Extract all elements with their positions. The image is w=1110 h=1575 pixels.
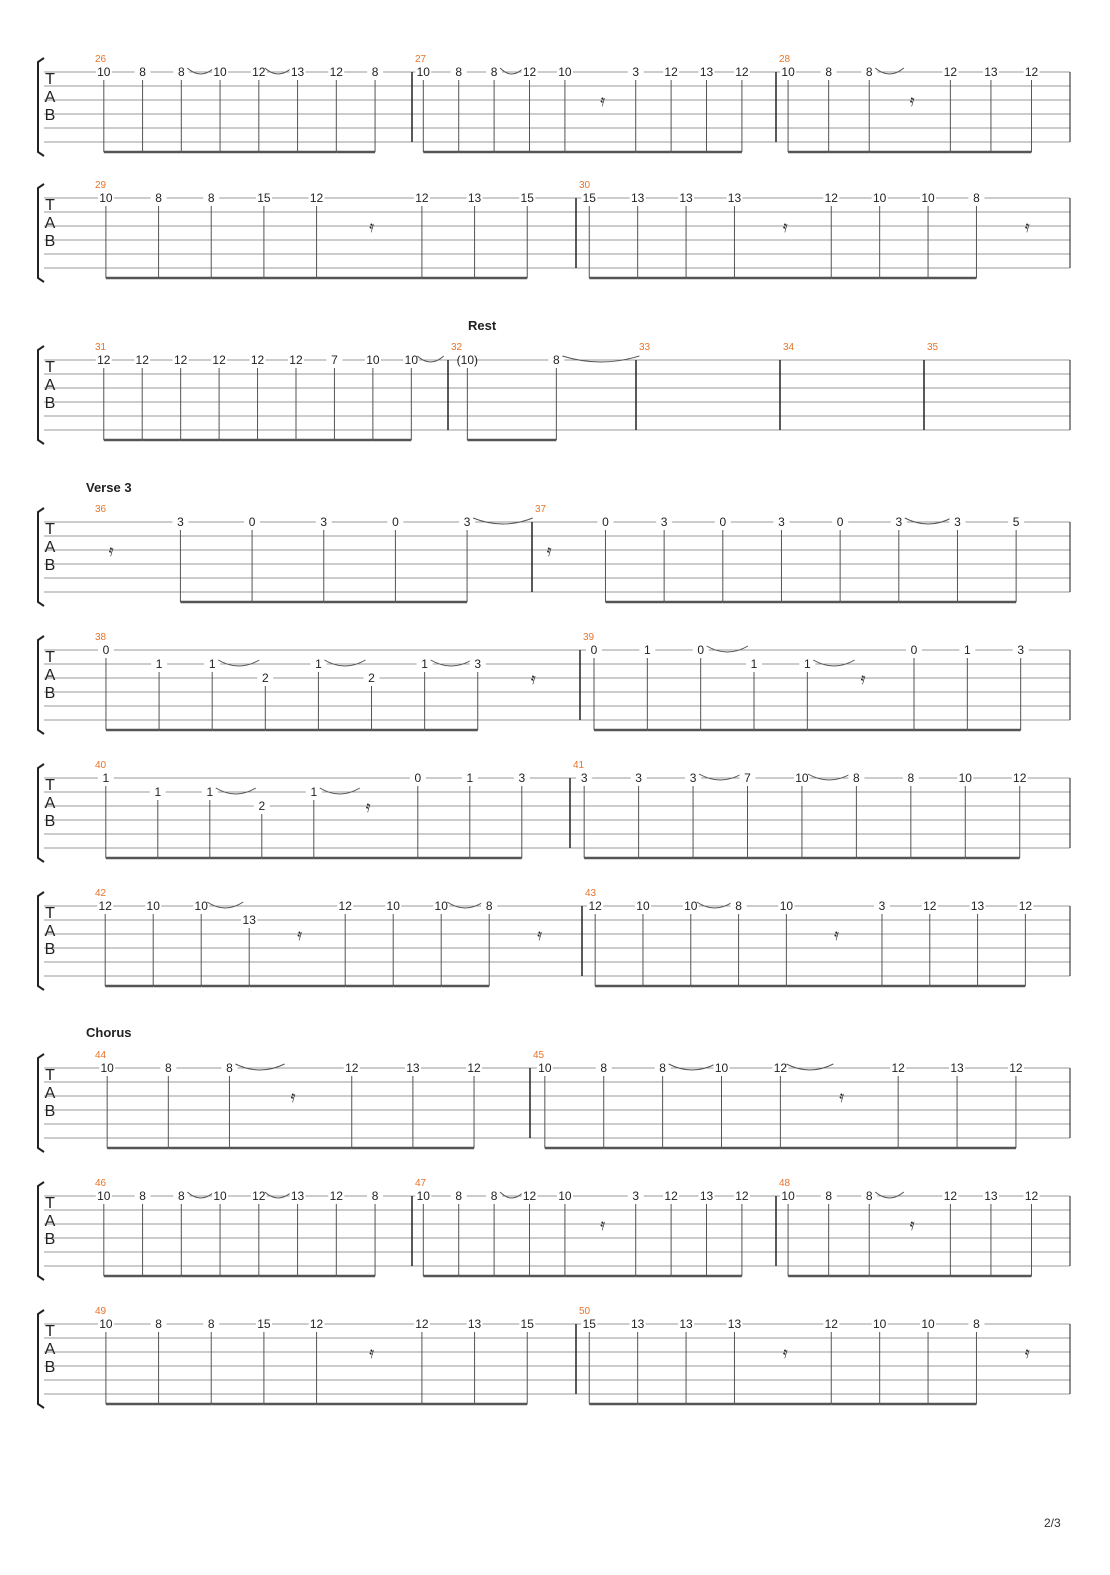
fret-number: 12 [309, 191, 324, 205]
section-label: Chorus [86, 1025, 132, 1040]
fret-number: 13 [630, 1317, 645, 1331]
fret-number: 7 [331, 353, 338, 367]
fret-number: 10 [779, 899, 794, 913]
tie-arc [431, 660, 472, 666]
fret-number: 12 [588, 899, 602, 913]
system-bracket [38, 1182, 44, 1280]
fret-number: 13 [290, 65, 305, 79]
measure-number: 41 [573, 760, 585, 771]
measure-number: 48 [779, 1178, 791, 1189]
fret-number: 12 [664, 1189, 678, 1203]
measure-number: 46 [95, 1178, 107, 1189]
fret-number: 8 [455, 1189, 463, 1203]
fret-number: 13 [727, 191, 742, 205]
tab-letter: B [44, 1359, 56, 1376]
fret-number: 12 [252, 1189, 266, 1203]
fret-number: 13 [679, 191, 693, 205]
tab-letter: T [45, 649, 55, 666]
fret-number: 0 [392, 515, 399, 529]
fret-number: 3 [878, 899, 886, 913]
measure-number: 29 [95, 180, 107, 191]
rest-symbol: 𝄿 [1024, 219, 1030, 236]
fret-number: 3 [474, 657, 482, 671]
tab-letter: T [45, 1195, 55, 1212]
fret-number: 15 [257, 1317, 271, 1331]
measure-number: 45 [533, 1050, 545, 1061]
measure-number: 26 [95, 54, 107, 65]
fret-number: 8 [371, 1189, 379, 1203]
fret-number: 8 [490, 1189, 498, 1203]
fret-number: 12 [735, 65, 749, 79]
fret-number: 13 [699, 1189, 714, 1203]
fret-number: 13 [984, 65, 998, 79]
rest-symbol: 𝄿 [546, 543, 552, 560]
tie-arc [473, 518, 533, 524]
fret-number: 8 [177, 1189, 185, 1203]
fret-number: 3 [778, 515, 785, 529]
tab-letter: T [45, 905, 55, 922]
fret-number: 15 [520, 191, 534, 205]
fret-number: 13 [406, 1061, 420, 1075]
fret-number: 8 [177, 65, 185, 79]
fret-number: 8 [553, 353, 560, 367]
fret-number: 10 [781, 1189, 795, 1203]
fret-number: 10 [100, 1061, 114, 1075]
fret-number: 8 [600, 1061, 608, 1075]
fret-number: 8 [825, 65, 833, 79]
tie-arc [707, 646, 748, 652]
rest-symbol: 𝄿 [369, 1345, 375, 1362]
tab-letter: B [44, 107, 56, 124]
fret-number: 13 [679, 1317, 693, 1331]
tie-arc [265, 1192, 292, 1198]
tie-arc [324, 660, 365, 666]
tie-arc [187, 1192, 214, 1198]
fret-number: 10 [636, 899, 650, 913]
fret-number: 0 [910, 643, 918, 657]
fret-number: 13 [699, 65, 714, 79]
system-bracket [38, 764, 44, 862]
fret-number: 0 [248, 515, 256, 529]
rest-symbol: 𝄿 [537, 927, 543, 944]
fret-number: 10 [558, 65, 572, 79]
measure-number: 35 [927, 342, 939, 353]
measure-number: 37 [535, 504, 547, 515]
system-bracket [38, 1054, 44, 1152]
fret-number: 13 [467, 191, 482, 205]
fret-number: 3 [954, 515, 961, 529]
rest-symbol: 𝄿 [108, 543, 114, 560]
fret-number: 10 [194, 899, 208, 913]
tab-letter: A [44, 215, 56, 232]
fret-number: 12 [309, 1317, 324, 1331]
fret-number: 8 [485, 899, 493, 913]
fret-number: 12 [173, 353, 188, 367]
fret-number: 0 [719, 515, 727, 529]
tab-system [38, 180, 1070, 282]
fret-number: 12 [522, 65, 537, 79]
fret-number: 10 [684, 899, 698, 913]
tab-letter: T [45, 71, 55, 88]
fret-number: 0 [697, 643, 705, 657]
tab-letter: A [44, 1213, 56, 1230]
fret-number: 13 [290, 1189, 305, 1203]
page-number: 2/3 [1044, 1516, 1061, 1530]
measure-number: 43 [585, 888, 597, 899]
fret-number: 1 [102, 771, 110, 785]
fret-number: 10 [872, 191, 887, 205]
fret-number: 1 [208, 657, 216, 671]
system-bracket [38, 184, 44, 282]
fret-number: 3 [580, 771, 588, 785]
fret-number: 8 [853, 771, 860, 785]
fret-number: 10 [416, 1189, 430, 1203]
tab-letter: T [45, 1067, 55, 1084]
fret-number: 1 [310, 785, 318, 799]
fret-number: 10 [404, 353, 419, 367]
fret-number: 12 [1009, 1061, 1023, 1075]
rest-symbol: 𝄿 [1024, 1345, 1030, 1362]
fret-number: 10 [538, 1061, 552, 1075]
rest-symbol: 𝄿 [909, 93, 915, 110]
fret-number: 10 [146, 899, 160, 913]
fret-number: 12 [467, 1061, 481, 1075]
tab-letter: A [44, 923, 56, 940]
measure-number: 31 [95, 342, 107, 353]
fret-number: 12 [289, 353, 303, 367]
fret-number: 8 [207, 191, 215, 205]
tie-arc [808, 774, 850, 780]
fret-number: 8 [455, 65, 463, 79]
fret-number: 8 [907, 771, 915, 785]
fret-number: 10 [99, 1317, 113, 1331]
tie-arc [447, 902, 483, 908]
fret-number: 12 [415, 1317, 429, 1331]
tab-system [38, 54, 1070, 156]
fret-number: 0 [602, 515, 609, 529]
fret-number: 13 [984, 1189, 998, 1203]
fret-number: 3 [632, 65, 640, 79]
tie-arc [697, 902, 733, 908]
tab-system [38, 1306, 1070, 1408]
fret-number: 10 [921, 191, 935, 205]
fret-number: 1 [154, 785, 162, 799]
fret-number: 10 [97, 65, 111, 79]
fret-number: 8 [155, 1317, 162, 1331]
tie-arc [905, 518, 952, 524]
fret-number: 12 [329, 1189, 343, 1203]
measure-number: 40 [95, 760, 107, 771]
tie-arc [417, 356, 443, 362]
tab-letter: T [45, 1323, 55, 1340]
tab-letter: A [44, 89, 56, 106]
fret-number: 3 [895, 515, 903, 529]
system-bracket [38, 636, 44, 734]
tie-arc [235, 1064, 284, 1070]
fret-number: 1 [466, 771, 474, 785]
rest-symbol: 𝄿 [782, 219, 788, 236]
fret-number: 10 [97, 1189, 111, 1203]
fret-number: 3 [632, 1189, 640, 1203]
fret-number: 12 [250, 353, 265, 367]
measure-number: 39 [583, 632, 595, 643]
tab-letter: B [44, 557, 56, 574]
fret-number: 12 [1013, 771, 1027, 785]
fret-number: 8 [139, 1189, 146, 1203]
tab-letter: T [45, 197, 55, 214]
fret-number: 3 [320, 515, 328, 529]
fret-number: 12 [735, 1189, 749, 1203]
fret-number: 12 [943, 1189, 958, 1203]
tie-arc [562, 356, 639, 362]
tab-letter: A [44, 1341, 56, 1358]
fret-number: 10 [99, 191, 113, 205]
fret-number: (10) [456, 353, 479, 367]
measure-number: 44 [95, 1050, 107, 1061]
fret-number: 10 [872, 1317, 887, 1331]
tie-arc [813, 660, 854, 666]
fret-number: 13 [970, 899, 985, 913]
measure-number: 38 [95, 632, 107, 643]
tab-system [38, 632, 1070, 734]
tie-arc [265, 68, 292, 74]
tie-arc [218, 660, 259, 666]
fret-number: 8 [865, 65, 873, 79]
tab-letter: B [44, 1231, 56, 1248]
fret-number: 1 [963, 643, 971, 657]
tie-arc [669, 1064, 716, 1070]
fret-number: 3 [177, 515, 184, 529]
system-bracket [38, 58, 44, 156]
fret-number: 8 [735, 899, 742, 913]
fret-number: 12 [415, 191, 429, 205]
fret-number: 3 [689, 771, 697, 785]
tie-arc [320, 788, 360, 794]
tie-arc [875, 1192, 904, 1198]
fret-number: 0 [590, 643, 598, 657]
fret-number: 8 [825, 1189, 833, 1203]
tab-system [38, 318, 1070, 444]
measure-number: 28 [779, 54, 791, 65]
measure-number: 50 [579, 1306, 591, 1317]
system-bracket [38, 892, 44, 990]
fret-number: 3 [635, 771, 642, 785]
tab-letter: B [44, 395, 56, 412]
section-label: Rest [468, 318, 497, 333]
fret-number: 10 [213, 65, 227, 79]
fret-number: 12 [345, 1061, 359, 1075]
fret-number: 15 [582, 1317, 596, 1331]
fret-number: 12 [98, 899, 112, 913]
rest-symbol: 𝄿 [365, 799, 371, 816]
fret-number: 12 [252, 65, 266, 79]
tab-letter: A [44, 667, 56, 684]
system-bracket [38, 346, 44, 444]
fret-number: 10 [213, 1189, 227, 1203]
fret-number: 8 [226, 1061, 233, 1075]
tie-arc [500, 1192, 523, 1198]
measure-number: 34 [783, 342, 795, 353]
fret-number: 0 [836, 515, 844, 529]
rest-symbol: 𝄿 [839, 1089, 845, 1106]
fret-number: 12 [923, 899, 937, 913]
fret-number: 12 [338, 899, 352, 913]
fret-number: 12 [1018, 899, 1033, 913]
fret-number: 8 [371, 65, 379, 79]
fret-number: 8 [164, 1061, 172, 1075]
measure-number: 30 [579, 180, 591, 191]
fret-number: 15 [257, 191, 271, 205]
tie-arc [216, 788, 256, 794]
measure-number: 42 [95, 888, 107, 899]
fret-number: 10 [366, 353, 380, 367]
tie-arc [875, 68, 904, 74]
fret-number: 10 [386, 899, 400, 913]
fret-number: 1 [643, 643, 651, 657]
fret-number: 8 [973, 1317, 980, 1331]
rest-symbol: 𝄿 [369, 219, 375, 236]
tie-arc [500, 68, 523, 74]
fret-number: 10 [921, 1317, 935, 1331]
fret-number: 12 [824, 1317, 838, 1331]
tab-letter: B [44, 813, 56, 830]
tab-letter: T [45, 359, 55, 376]
fret-number: 10 [781, 65, 795, 79]
fret-number: 10 [714, 1061, 729, 1075]
fret-number: 3 [660, 515, 668, 529]
fret-number: 1 [206, 785, 214, 799]
tie-arc [207, 902, 243, 908]
tab-letter: B [44, 233, 56, 250]
fret-number: 3 [518, 771, 526, 785]
fret-number: 15 [582, 191, 596, 205]
fret-number: 3 [463, 515, 471, 529]
fret-number: 12 [891, 1061, 905, 1075]
fret-number: 12 [773, 1061, 788, 1075]
measure-number: 49 [95, 1306, 107, 1317]
fret-number: 10 [795, 771, 809, 785]
rest-symbol: 𝄿 [530, 671, 536, 688]
tab-letter: B [44, 941, 56, 958]
tie-arc [699, 774, 741, 780]
fret-number: 8 [973, 191, 980, 205]
fret-number: 2 [368, 671, 375, 685]
tie-arc [786, 1064, 833, 1070]
rest-symbol: 𝄿 [290, 1089, 296, 1106]
tab-system [38, 888, 1070, 990]
system-bracket [38, 508, 44, 606]
tab-letter: A [44, 1085, 56, 1102]
fret-number: 8 [865, 1189, 873, 1203]
tie-arc [187, 68, 214, 74]
fret-number: 10 [958, 771, 972, 785]
tab-letter: B [44, 685, 56, 702]
fret-number: 12 [135, 353, 149, 367]
fret-number: 12 [824, 191, 838, 205]
measure-number: 32 [451, 342, 463, 353]
fret-number: 2 [258, 799, 266, 813]
tab-system [38, 760, 1070, 862]
fret-number: 0 [102, 643, 110, 657]
section-label: Verse 3 [86, 480, 132, 495]
fret-number: 12 [1024, 1189, 1039, 1203]
rest-symbol: 𝄿 [782, 1345, 788, 1362]
rest-symbol: 𝄿 [297, 927, 303, 944]
fret-number: 1 [750, 657, 758, 671]
fret-number: 13 [630, 191, 645, 205]
fret-number: 8 [490, 65, 498, 79]
fret-number: 13 [242, 913, 256, 927]
tab-system [38, 1025, 1070, 1152]
fret-number: 8 [659, 1061, 666, 1075]
tab-letter: T [45, 777, 55, 794]
fret-number: 12 [522, 1189, 537, 1203]
fret-number: 1 [803, 657, 811, 671]
fret-number: 12 [1024, 65, 1039, 79]
fret-number: 15 [520, 1317, 534, 1331]
fret-number: 13 [467, 1317, 482, 1331]
fret-number: 12 [664, 65, 678, 79]
fret-number: 1 [315, 657, 322, 671]
fret-number: 10 [434, 899, 448, 913]
fret-number: 0 [414, 771, 422, 785]
tab-letter: A [44, 539, 56, 556]
fret-number: 10 [416, 65, 430, 79]
fret-number: 13 [727, 1317, 742, 1331]
rest-symbol: 𝄿 [909, 1217, 915, 1234]
fret-number: 2 [261, 671, 269, 685]
tab-system [38, 1178, 1070, 1280]
fret-number: 8 [139, 65, 146, 79]
measure-number: 33 [639, 342, 651, 353]
tab-letter: B [44, 1103, 56, 1120]
measure-number: 36 [95, 504, 107, 515]
tab-letter: A [44, 795, 56, 812]
fret-number: 12 [212, 353, 226, 367]
system-bracket [38, 1310, 44, 1408]
rest-symbol: 𝄿 [860, 671, 866, 688]
rest-symbol: 𝄿 [834, 927, 840, 944]
tab-letter: T [45, 521, 55, 538]
measure-number: 27 [415, 54, 427, 65]
tab-letter: A [44, 377, 56, 394]
fret-number: 1 [155, 657, 163, 671]
tab-system [38, 480, 1070, 606]
rest-symbol: 𝄿 [600, 93, 606, 110]
fret-number: 5 [1012, 515, 1020, 529]
fret-number: 13 [950, 1061, 964, 1075]
fret-number: 8 [207, 1317, 215, 1331]
fret-number: 8 [155, 191, 162, 205]
fret-number: 1 [421, 657, 428, 671]
fret-number: 10 [558, 1189, 572, 1203]
fret-number: 12 [943, 65, 958, 79]
rest-symbol: 𝄿 [600, 1217, 606, 1234]
measure-number: 47 [415, 1178, 427, 1189]
fret-number: 3 [1017, 643, 1025, 657]
fret-number: 7 [744, 771, 751, 785]
fret-number: 12 [97, 353, 111, 367]
fret-number: 12 [329, 65, 343, 79]
